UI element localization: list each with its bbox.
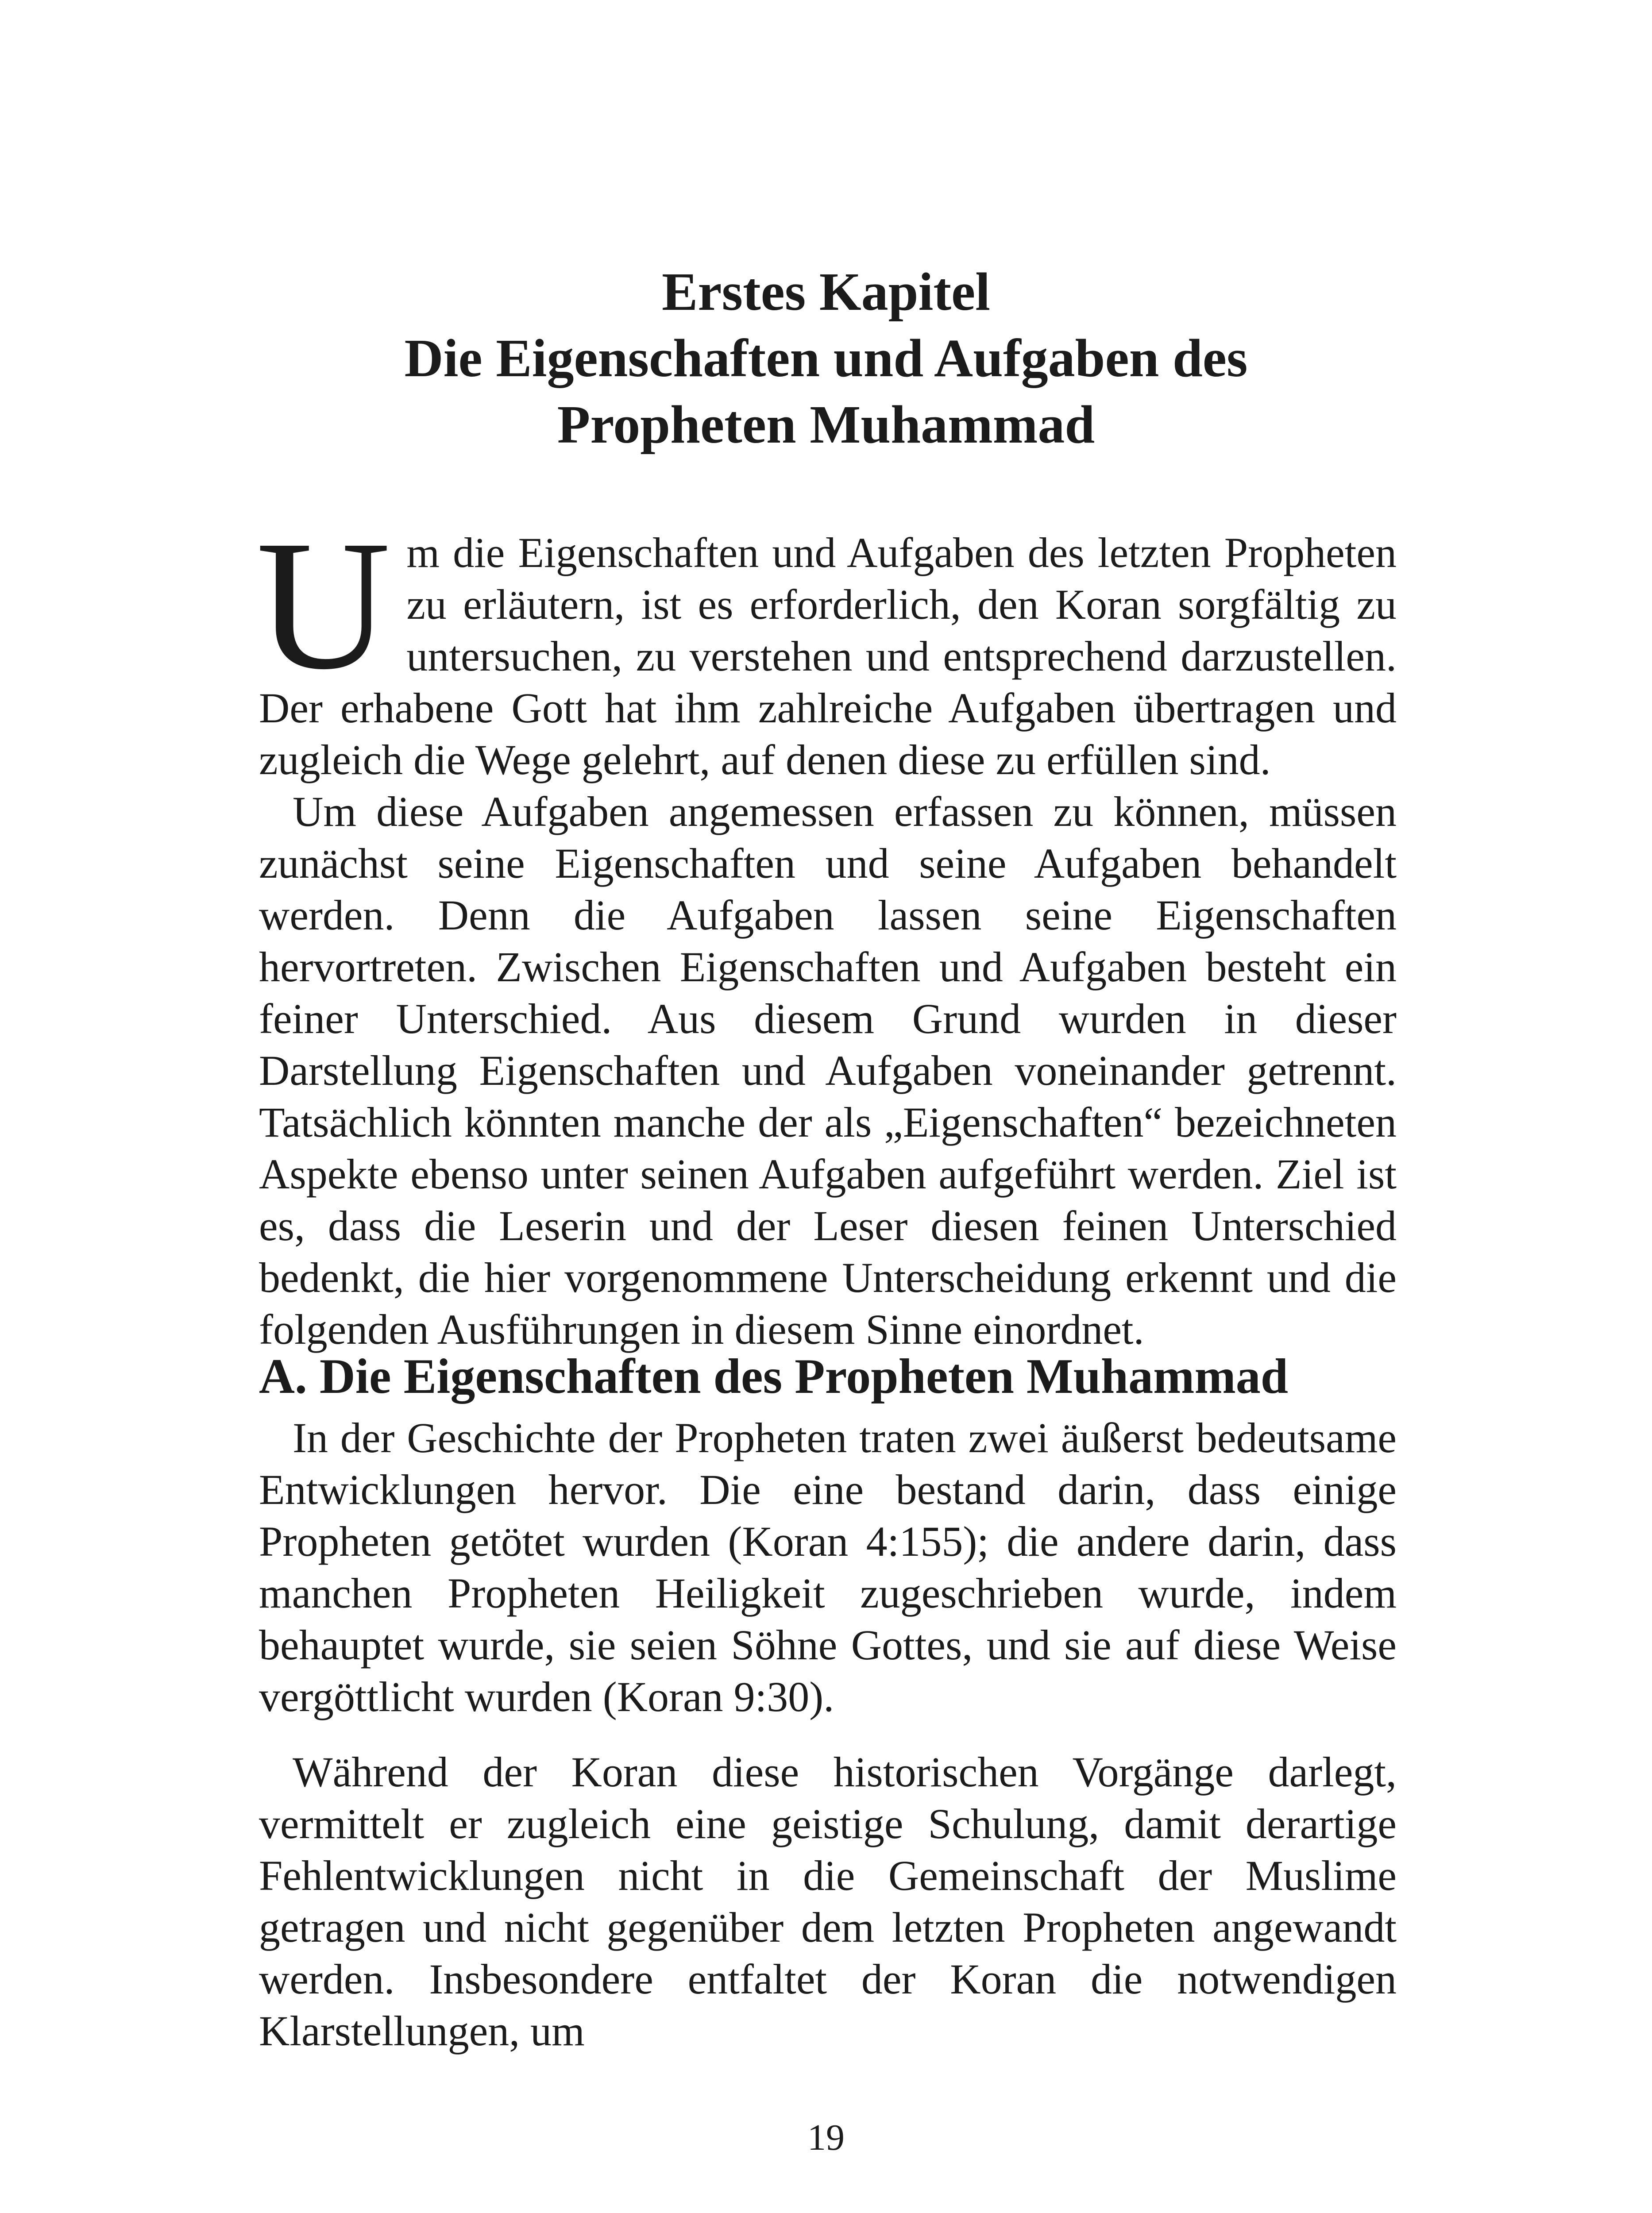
paragraph-intro-text: m die Eigenschaften und Aufgaben des letzten Propheten zu erläutern, ist es erforderlich, den Koran sorgfältig zu untersuchen, zu verstehen und entsprechend darzustellen. Der erhabene Gott hat ihm zahlreiche Aufgaben übertragen und zugleich die Wege gelehrt, auf denen diese zu erfüllen sind. [259,529,1397,783]
paragraph-4: Während der Koran diese historischen Vorgänge darlegt, vermittelt er zugleich eine geistige Schulung, damit derartige Fehlentwicklungen nicht in die Gemeinschaft der Muslime getragen und nicht gegenüber dem letzten Propheten angewandt werden. Insbesondere entfaltet der Koran die notwendigen Klarstellungen, um [259,1748,1397,2055]
drop-cap: U [256,502,391,708]
paragraph-2: Um diese Aufgaben angemessen erfassen zu können, müssen zunächst seine Eigenschaften und seine Aufgaben behandelt werden. Denn die Aufgaben lassen seine Eigenschaften hervortreten. Zwischen Eigenschaften und Aufgaben besteht ein feiner Unterschied. Aus diesem Grund wurden in dieser Darstellung Eigenschaften und Aufgaben voneinander getrennt. Tatsächlich könnten manche der als „Eigenschaften“ bezeichneten Aspekte ebenso unter seinen Aufgaben aufgeführt werden. Ziel ist es, dass die Leserin und der Leser diesen feinen Unterschied bedenkt, die hier vorgenommene Unterscheidung erkennt und die folgenden Ausführungen in diesem Sinne einordnet. [259,788,1397,1353]
chapter-heading [0,259,1652,458]
section-heading: A. Die Eigenschaften des Propheten Muhammad [259,1349,1289,1404]
page-number: 19 [807,2117,845,2158]
chapter-heading-line-2: Die Eigenschaften und Aufgaben des [404,328,1248,388]
paragraph-3: In der Geschichte der Propheten traten zwei äußerst bedeutsame Entwicklungen hervor. Die eine bestand darin, dass einige Propheten getötet wurden (Koran 4:155); die andere darin, dass manchen Propheten Heiligkeit zugeschrieben wurde, indem behauptet wurde, sie seien Söhne Gottes, und sie auf diese Weise vergöttlicht wurden (Koran 9:30). [259,1414,1397,1720]
chapter-heading-line-1: Erstes Kapitel [661,262,991,322]
chapter-heading-line-3: Propheten Muhammad [557,395,1095,455]
paragraph-intro [256,502,1397,786]
